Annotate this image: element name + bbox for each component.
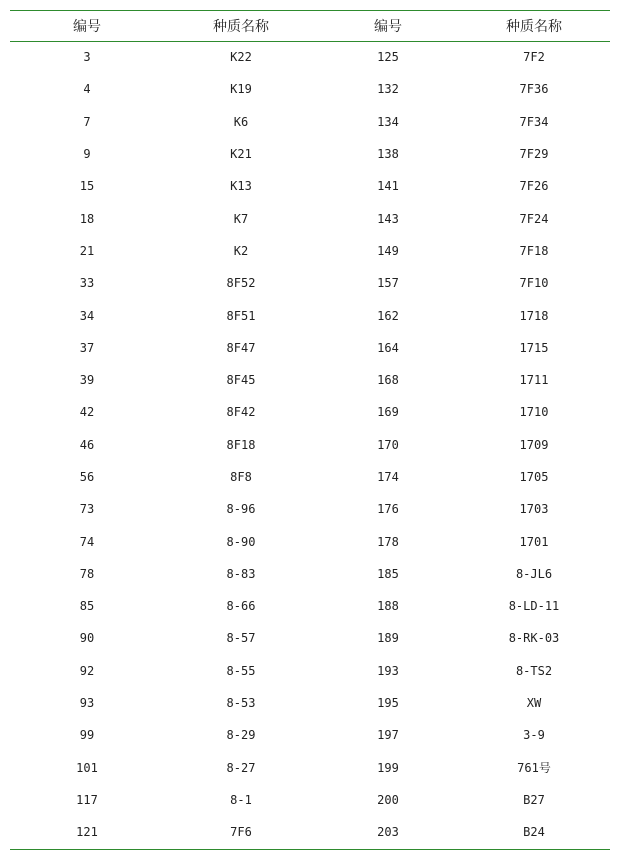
cell-number-2: 132 bbox=[377, 82, 399, 97]
cell-number-1: 7 bbox=[83, 114, 91, 129]
cell-germplasm-name-2: 7F2 bbox=[523, 50, 545, 65]
cell-germplasm-name-2: 8-TS2 bbox=[515, 663, 553, 678]
cell-germplasm-name-1: 8-90 bbox=[226, 534, 256, 549]
cell-germplasm-name-1: K21 bbox=[230, 147, 252, 162]
table-bottom-rule bbox=[10, 849, 610, 850]
table-row bbox=[10, 364, 610, 396]
cell-germplasm-name-1: K13 bbox=[230, 179, 252, 194]
cell-germplasm-name-2: 7F24 bbox=[519, 211, 549, 226]
cell-number-2: 200 bbox=[377, 792, 399, 807]
cell-number-2: 195 bbox=[377, 696, 399, 711]
cell-germplasm-name-2: 7F18 bbox=[519, 243, 549, 258]
cell-number-2: 164 bbox=[377, 340, 399, 355]
table-row bbox=[10, 41, 610, 73]
cell-germplasm-name-1: K22 bbox=[230, 50, 252, 65]
table-row bbox=[10, 202, 610, 234]
cell-number-2: 188 bbox=[377, 599, 399, 614]
cell-germplasm-name-2: 1715 bbox=[519, 340, 549, 355]
cell-number-1: 92 bbox=[79, 663, 95, 678]
cell-germplasm-name-1: 8F52 bbox=[226, 276, 256, 291]
cell-number-1: 42 bbox=[79, 405, 95, 420]
table-row bbox=[10, 558, 610, 590]
cell-germplasm-name-2: 7F36 bbox=[519, 82, 549, 97]
cell-germplasm-name-1: 8-57 bbox=[226, 631, 256, 646]
cell-number-2: 170 bbox=[377, 437, 399, 452]
cell-number-2: 157 bbox=[377, 276, 399, 291]
table-row bbox=[10, 687, 610, 719]
cell-number-1: 121 bbox=[76, 825, 98, 840]
cell-germplasm-name-2: XW bbox=[526, 696, 542, 711]
table-row bbox=[10, 752, 610, 784]
table-row bbox=[10, 461, 610, 493]
table-row bbox=[10, 816, 610, 848]
table-row bbox=[10, 429, 610, 461]
cell-germplasm-name-2: 1701 bbox=[519, 534, 549, 549]
cell-germplasm-name-2: 7F26 bbox=[519, 179, 549, 194]
table-row bbox=[10, 235, 610, 267]
cell-number-1: 99 bbox=[79, 728, 95, 743]
cell-number-2: 174 bbox=[377, 470, 399, 484]
cell-number-1: 15 bbox=[79, 179, 95, 194]
cell-germplasm-name-2: 1718 bbox=[519, 308, 549, 323]
table-row bbox=[10, 138, 610, 170]
cell-number-2: 134 bbox=[377, 114, 399, 129]
table-row bbox=[10, 332, 610, 364]
cell-germplasm-name-2: B27 bbox=[523, 792, 545, 807]
table-row bbox=[10, 590, 610, 622]
cell-germplasm-name-2: 3-9 bbox=[523, 728, 545, 743]
cell-number-1: 39 bbox=[79, 373, 95, 388]
cell-number-1: 46 bbox=[79, 437, 95, 452]
cell-germplasm-name-1: 8-83 bbox=[226, 566, 256, 581]
cell-number-1: 3 bbox=[83, 50, 91, 65]
cell-number-1: 37 bbox=[79, 340, 95, 355]
cell-germplasm-name-2: 1705 bbox=[519, 470, 549, 484]
cell-germplasm-name-2: 761号 bbox=[517, 761, 551, 776]
cell-number-1: 74 bbox=[79, 534, 95, 549]
cell-germplasm-name-1: 8-66 bbox=[226, 599, 256, 614]
cell-number-2: 143 bbox=[377, 211, 399, 226]
table-header bbox=[10, 10, 610, 41]
cell-number-1: 9 bbox=[83, 147, 91, 162]
table-row bbox=[10, 525, 610, 557]
cell-germplasm-name-1: K7 bbox=[233, 211, 249, 226]
cell-germplasm-name-1: 7F6 bbox=[230, 825, 252, 840]
table-row bbox=[10, 622, 610, 654]
cell-germplasm-name-2: 1709 bbox=[519, 437, 549, 452]
cell-germplasm-name-1: K6 bbox=[233, 114, 249, 129]
cell-germplasm-name-2: 1703 bbox=[519, 502, 549, 517]
cell-germplasm-name-2: 7F34 bbox=[519, 114, 549, 129]
cell-germplasm-name-2: 1710 bbox=[519, 405, 549, 420]
cell-number-1: 73 bbox=[79, 502, 95, 517]
table-row bbox=[10, 267, 610, 299]
cell-germplasm-name-2: 8-JL6 bbox=[515, 566, 553, 581]
cell-germplasm-name-1: 8-96 bbox=[226, 502, 256, 517]
cell-number-2: 149 bbox=[377, 243, 399, 258]
cell-germplasm-name-1: 8F18 bbox=[226, 437, 256, 452]
cell-number-2: 193 bbox=[377, 663, 399, 678]
cell-germplasm-name-1: K2 bbox=[233, 243, 249, 258]
cell-germplasm-name-1: 8-1 bbox=[230, 792, 252, 807]
cell-number-2: 125 bbox=[377, 50, 399, 65]
cell-number-2: 162 bbox=[377, 308, 399, 323]
cell-number-2: 189 bbox=[377, 631, 399, 646]
cell-number-2: 178 bbox=[377, 534, 399, 549]
cell-number-2: 141 bbox=[377, 179, 399, 194]
cell-germplasm-name-1: 8-27 bbox=[226, 760, 256, 775]
cell-germplasm-name-1: 8F47 bbox=[226, 340, 256, 355]
table-body bbox=[10, 41, 610, 848]
cell-number-1: 90 bbox=[79, 631, 95, 646]
cell-germplasm-name-1: 8F8 bbox=[230, 470, 252, 484]
cell-number-1: 18 bbox=[79, 211, 95, 226]
cell-germplasm-name-2: B24 bbox=[523, 825, 545, 840]
cell-number-1: 101 bbox=[76, 760, 98, 775]
cell-number-1: 21 bbox=[79, 243, 95, 258]
table-row bbox=[10, 106, 610, 138]
cell-germplasm-name-1: 8-53 bbox=[226, 696, 256, 711]
header-number-2: 编号 bbox=[374, 18, 402, 35]
table-row bbox=[10, 784, 610, 816]
header-row bbox=[10, 10, 610, 41]
table-row bbox=[10, 493, 610, 525]
table-row bbox=[10, 299, 610, 331]
cell-germplasm-name-2: 7F10 bbox=[519, 276, 549, 291]
header-number-1: 编号 bbox=[73, 18, 101, 35]
cell-number-1: 4 bbox=[83, 82, 91, 97]
cell-number-2: 168 bbox=[377, 373, 399, 388]
cell-germplasm-name-1: K19 bbox=[230, 82, 252, 97]
cell-number-2: 138 bbox=[377, 147, 399, 162]
cell-germplasm-name-1: 8-55 bbox=[226, 663, 256, 678]
cell-germplasm-name-2: 1711 bbox=[519, 373, 549, 388]
cell-germplasm-name-1: 8F45 bbox=[226, 373, 256, 388]
cell-number-2: 169 bbox=[377, 405, 399, 420]
cell-number-1: 93 bbox=[79, 696, 95, 711]
cell-number-1: 34 bbox=[79, 308, 95, 323]
germplasm-table bbox=[10, 10, 610, 848]
cell-number-1: 85 bbox=[79, 599, 95, 614]
table-row bbox=[10, 73, 610, 105]
table-row bbox=[10, 719, 610, 751]
cell-number-1: 33 bbox=[79, 276, 95, 291]
cell-germplasm-name-1: 8-29 bbox=[226, 728, 256, 743]
cell-number-2: 203 bbox=[377, 825, 399, 840]
cell-number-2: 185 bbox=[377, 566, 399, 581]
cell-number-2: 197 bbox=[377, 728, 399, 743]
table-row bbox=[10, 655, 610, 687]
cell-number-2: 199 bbox=[377, 760, 399, 775]
cell-number-1: 56 bbox=[79, 470, 95, 484]
header-germplasm-name-1: 种质名称 bbox=[213, 18, 269, 35]
cell-number-1: 117 bbox=[76, 792, 98, 807]
cell-number-1: 78 bbox=[79, 566, 95, 581]
cell-germplasm-name-2: 7F29 bbox=[519, 147, 549, 162]
cell-germplasm-name-1: 8F51 bbox=[226, 308, 256, 323]
cell-germplasm-name-1: 8F42 bbox=[226, 405, 256, 420]
cell-germplasm-name-2: 8-LD-11 bbox=[508, 599, 560, 614]
cell-number-2: 176 bbox=[377, 502, 399, 517]
table-row bbox=[10, 396, 610, 428]
header-germplasm-name-2: 种质名称 bbox=[506, 18, 562, 35]
cell-germplasm-name-2: 8-RK-03 bbox=[508, 631, 560, 646]
table-row bbox=[10, 170, 610, 202]
